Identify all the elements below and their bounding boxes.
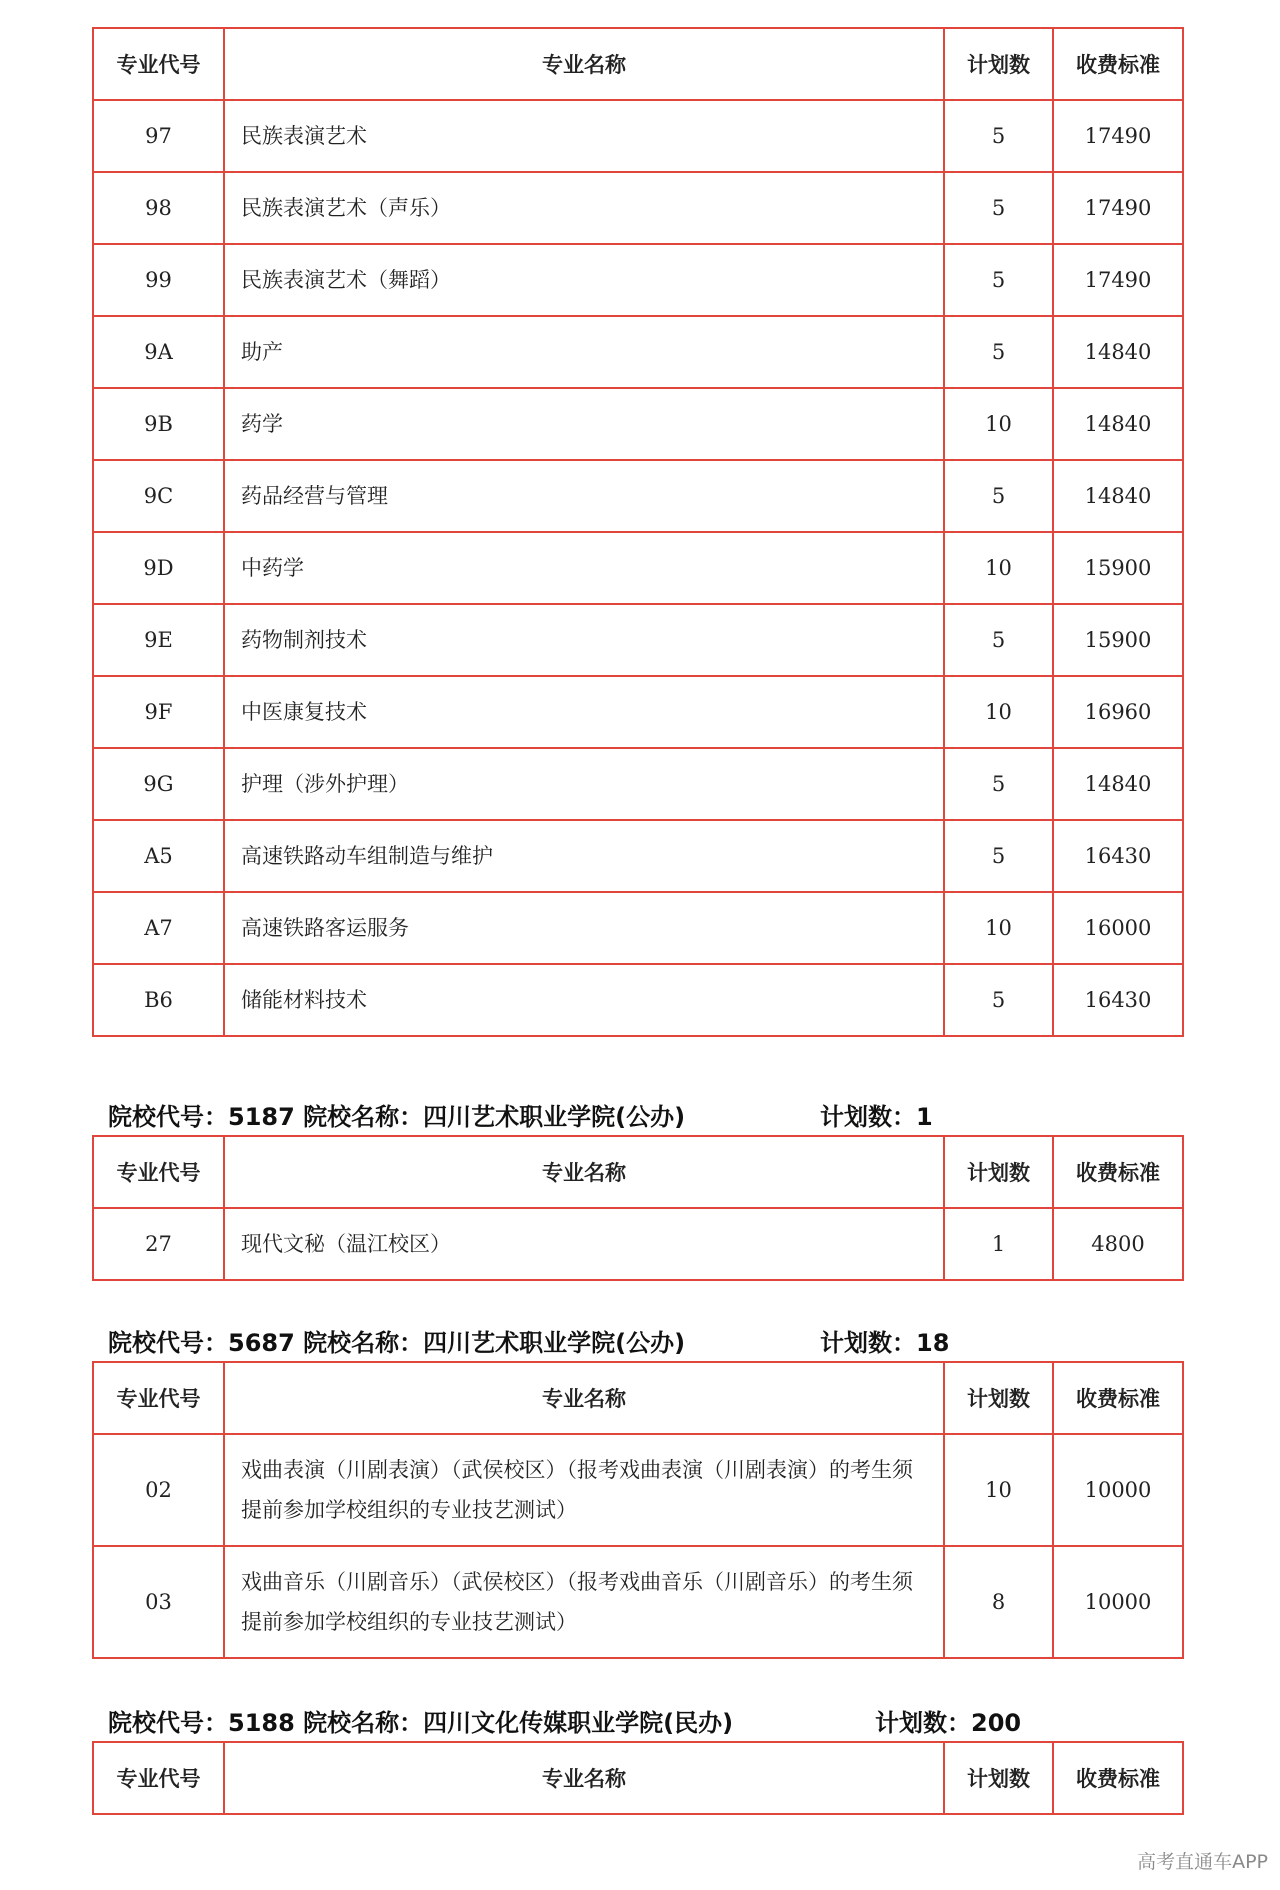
tuition-fee: 14840 bbox=[1053, 460, 1183, 532]
header-fee: 收费标准 bbox=[1053, 28, 1183, 100]
table-header-row bbox=[93, 1136, 1183, 1208]
table-row bbox=[93, 460, 1183, 532]
major-name: 中药学 bbox=[224, 532, 944, 604]
header-plan: 计划数 bbox=[944, 28, 1053, 100]
major-name: 中医康复技术 bbox=[224, 676, 944, 748]
school-info: 院校代号：5687 院校名称：四川艺术职业学院(公办) bbox=[108, 1329, 686, 1357]
tuition-fee: 16430 bbox=[1053, 820, 1183, 892]
header-fee: 收费标准 bbox=[1053, 1742, 1183, 1814]
major-name: 民族表演艺术（声乐） bbox=[224, 172, 944, 244]
plan-count: 10 bbox=[944, 676, 1053, 748]
plan-count: 5 bbox=[944, 748, 1053, 820]
major-code: 9D bbox=[93, 532, 224, 604]
table-row bbox=[93, 748, 1183, 820]
table-row bbox=[93, 820, 1183, 892]
table-row bbox=[93, 100, 1183, 172]
header-fee: 收费标准 bbox=[1053, 1362, 1183, 1434]
table-row bbox=[93, 604, 1183, 676]
major-code: 99 bbox=[93, 244, 224, 316]
major-name: 高速铁路客运服务 bbox=[224, 892, 944, 964]
major-code: 98 bbox=[93, 172, 224, 244]
major-code: B6 bbox=[93, 964, 224, 1036]
admission-table-5687 bbox=[92, 1361, 1184, 1659]
table-row bbox=[93, 532, 1183, 604]
plan-count: 10 bbox=[944, 892, 1053, 964]
major-name: 储能材料技术 bbox=[224, 964, 944, 1036]
tuition-fee: 10000 bbox=[1053, 1546, 1183, 1658]
table-header-row bbox=[93, 1742, 1183, 1814]
major-code: 9F bbox=[93, 676, 224, 748]
school-heading-5687 bbox=[108, 1323, 950, 1358]
table-row bbox=[93, 244, 1183, 316]
tuition-fee: 16000 bbox=[1053, 892, 1183, 964]
header-fee: 收费标准 bbox=[1053, 1136, 1183, 1208]
major-code: 9G bbox=[93, 748, 224, 820]
school-heading-5188 bbox=[108, 1703, 1022, 1738]
school-info: 院校代号：5187 院校名称：四川艺术职业学院(公办) bbox=[108, 1103, 686, 1131]
table-row bbox=[93, 1434, 1183, 1546]
header-plan: 计划数 bbox=[944, 1742, 1053, 1814]
tuition-fee: 15900 bbox=[1053, 532, 1183, 604]
major-code: 9E bbox=[93, 604, 224, 676]
header-name: 专业名称 bbox=[224, 1136, 944, 1208]
plan-count: 10 bbox=[944, 388, 1053, 460]
tuition-fee: 14840 bbox=[1053, 316, 1183, 388]
school-heading-5187 bbox=[108, 1097, 933, 1132]
major-name: 戏曲表演（川剧表演）（武侯校区）（报考戏曲表演（川剧表演）的考生须提前参加学校组织的专业技艺测试） bbox=[224, 1434, 944, 1546]
plan-count: 8 bbox=[944, 1546, 1053, 1658]
table-row bbox=[93, 1208, 1183, 1280]
table-row bbox=[93, 1546, 1183, 1658]
plan-count: 5 bbox=[944, 244, 1053, 316]
table-row bbox=[93, 892, 1183, 964]
header-code: 专业代号 bbox=[93, 1136, 224, 1208]
tuition-fee: 16430 bbox=[1053, 964, 1183, 1036]
major-name: 药学 bbox=[224, 388, 944, 460]
major-code: 9C bbox=[93, 460, 224, 532]
plan-count: 10 bbox=[944, 1434, 1053, 1546]
plan-count: 5 bbox=[944, 172, 1053, 244]
table-row bbox=[93, 172, 1183, 244]
major-name: 药品经营与管理 bbox=[224, 460, 944, 532]
table-header-row bbox=[93, 28, 1183, 100]
major-code: 97 bbox=[93, 100, 224, 172]
major-name: 药物制剂技术 bbox=[224, 604, 944, 676]
major-name: 民族表演艺术 bbox=[224, 100, 944, 172]
plan-count: 5 bbox=[944, 820, 1053, 892]
major-code: 02 bbox=[93, 1434, 224, 1546]
header-code: 专业代号 bbox=[93, 28, 224, 100]
watermark: 高考直通车APP bbox=[1137, 1851, 1268, 1873]
major-name: 现代文秘（温江校区） bbox=[224, 1208, 944, 1280]
major-name: 高速铁路动车组制造与维护 bbox=[224, 820, 944, 892]
table-row bbox=[93, 316, 1183, 388]
school-info: 院校代号：5188 院校名称：四川文化传媒职业学院(民办) bbox=[108, 1709, 734, 1737]
school-plan-count: 计划数：18 bbox=[820, 1329, 950, 1357]
tuition-fee: 17490 bbox=[1053, 172, 1183, 244]
major-name: 戏曲音乐（川剧音乐）（武侯校区）（报考戏曲音乐（川剧音乐）的考生须提前参加学校组织的专业技艺测试） bbox=[224, 1546, 944, 1658]
table-row bbox=[93, 964, 1183, 1036]
major-code: 9B bbox=[93, 388, 224, 460]
header-code: 专业代号 bbox=[93, 1362, 224, 1434]
plan-count: 5 bbox=[944, 964, 1053, 1036]
table-header-row bbox=[93, 1362, 1183, 1434]
major-code: 27 bbox=[93, 1208, 224, 1280]
admission-table-5187 bbox=[92, 1135, 1184, 1281]
school-plan-count: 计划数：1 bbox=[820, 1103, 933, 1131]
admission-table-1 bbox=[92, 27, 1184, 1037]
tuition-fee: 14840 bbox=[1053, 748, 1183, 820]
plan-count: 5 bbox=[944, 100, 1053, 172]
major-code: 9A bbox=[93, 316, 224, 388]
header-code: 专业代号 bbox=[93, 1742, 224, 1814]
plan-count: 5 bbox=[944, 460, 1053, 532]
tuition-fee: 17490 bbox=[1053, 244, 1183, 316]
tuition-fee: 15900 bbox=[1053, 604, 1183, 676]
header-plan: 计划数 bbox=[944, 1362, 1053, 1434]
tuition-fee: 4800 bbox=[1053, 1208, 1183, 1280]
major-name: 助产 bbox=[224, 316, 944, 388]
header-plan: 计划数 bbox=[944, 1136, 1053, 1208]
admission-table-5188 bbox=[92, 1741, 1184, 1815]
tuition-fee: 17490 bbox=[1053, 100, 1183, 172]
plan-count: 5 bbox=[944, 604, 1053, 676]
tuition-fee: 10000 bbox=[1053, 1434, 1183, 1546]
major-name: 护理（涉外护理） bbox=[224, 748, 944, 820]
plan-count: 5 bbox=[944, 316, 1053, 388]
tuition-fee: 16960 bbox=[1053, 676, 1183, 748]
school-plan-count: 计划数：200 bbox=[875, 1709, 1022, 1737]
tuition-fee: 14840 bbox=[1053, 388, 1183, 460]
major-code: A7 bbox=[93, 892, 224, 964]
plan-count: 1 bbox=[944, 1208, 1053, 1280]
major-code: A5 bbox=[93, 820, 224, 892]
table-row bbox=[93, 676, 1183, 748]
major-name: 民族表演艺术（舞蹈） bbox=[224, 244, 944, 316]
header-name: 专业名称 bbox=[224, 1362, 944, 1434]
table-row bbox=[93, 388, 1183, 460]
header-name: 专业名称 bbox=[224, 1742, 944, 1814]
header-name: 专业名称 bbox=[224, 28, 944, 100]
major-code: 03 bbox=[93, 1546, 224, 1658]
plan-count: 10 bbox=[944, 532, 1053, 604]
